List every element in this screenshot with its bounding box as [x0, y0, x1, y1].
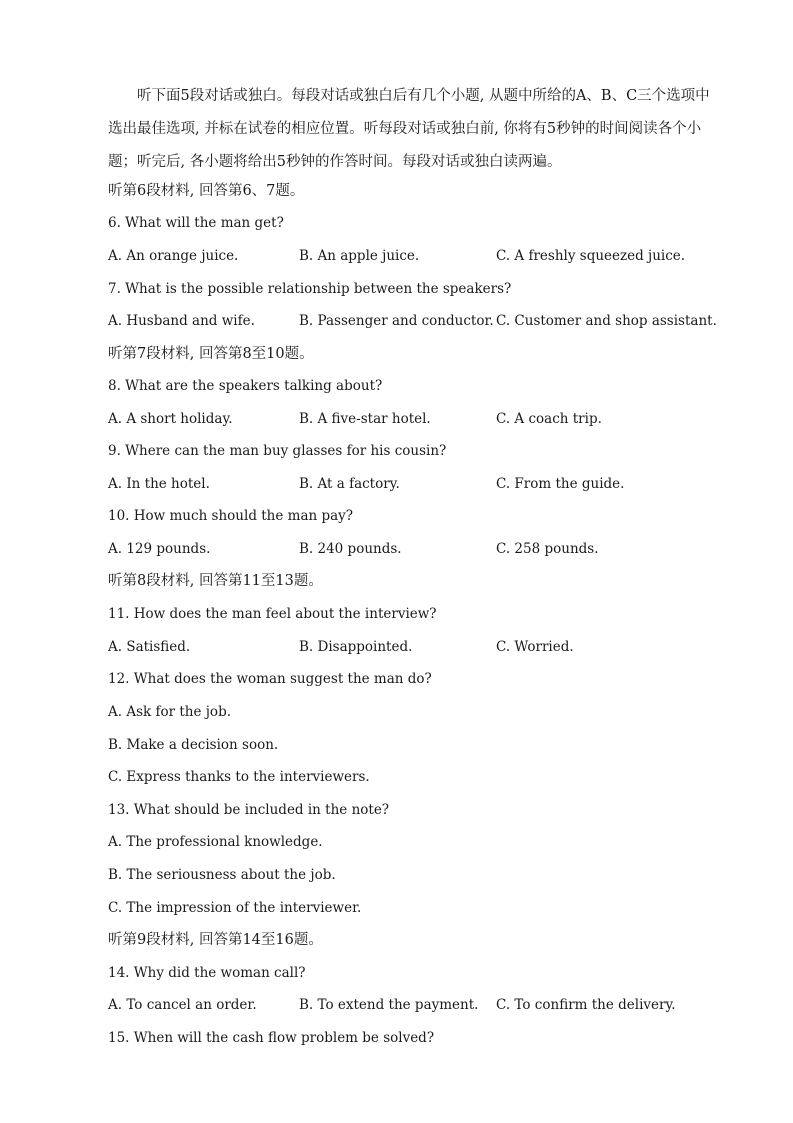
- question-11-option-a[interactable]: A. Satisfied.: [108, 639, 191, 655]
- section-7-heading: 听第7段材料, 回答第8至10题。: [108, 346, 314, 362]
- question-13-option-b[interactable]: B. The seriousness about the job.: [108, 867, 336, 883]
- question-7-option-b[interactable]: B. Passenger and conductor.: [299, 313, 494, 329]
- instructions-text: 听下面5段对话或独白。每段对话或独白后有几个小题, 从题中所给的A、B、C三个选项中选出最佳选项, 并标在试卷的相应位置。听每段对话或独白前, 你将有5秒钟的时间阅读各个小题；听完后, 各小题将给出5秒钟的作答时间。每段对话或独白读两遍。: [108, 88, 710, 170]
- question-12-option-c[interactable]: C. Express thanks to the interviewers.: [108, 769, 370, 785]
- question-10-option-b[interactable]: B. 240 pounds.: [299, 541, 402, 557]
- question-11-option-b[interactable]: B. Disappointed.: [299, 639, 413, 655]
- question-9-option-a[interactable]: A. In the hotel.: [108, 476, 210, 492]
- listening-instructions: [108, 80, 720, 179]
- question-10-option-c[interactable]: C. 258 pounds.: [496, 541, 599, 557]
- question-13-option-c[interactable]: C. The impression of the interviewer.: [108, 900, 362, 916]
- question-13-option-a[interactable]: A. The professional knowledge.: [108, 834, 323, 850]
- question-14-stem: 14. Why did the woman call?: [108, 965, 306, 981]
- question-12-option-a[interactable]: A. Ask for the job.: [108, 704, 231, 720]
- question-9-option-c[interactable]: C. From the guide.: [496, 476, 625, 492]
- question-12-option-b[interactable]: B. Make a decision soon.: [108, 737, 279, 753]
- question-11-stem: 11. How does the man feel about the interview?: [108, 606, 437, 622]
- question-13-stem: 13. What should be included in the note?: [108, 802, 390, 818]
- question-14-option-c[interactable]: C. To confirm the delivery.: [496, 997, 676, 1013]
- question-11-option-c[interactable]: C. Worried.: [496, 639, 574, 655]
- question-6-option-a[interactable]: A. An orange juice.: [108, 248, 239, 264]
- question-7-option-c[interactable]: C. Customer and shop assistant.: [496, 313, 717, 329]
- question-6-option-c[interactable]: C. A freshly squeezed juice.: [496, 248, 686, 264]
- question-10-option-a[interactable]: A. 129 pounds.: [108, 541, 211, 557]
- question-12-stem: 12. What does the woman suggest the man do?: [108, 671, 432, 687]
- question-8-stem: 8. What are the speakers talking about?: [108, 378, 383, 394]
- section-9-heading: 听第9段材料, 回答第14至16题。: [108, 932, 323, 948]
- question-6-stem: 6. What will the man get?: [108, 215, 284, 231]
- question-7-option-a[interactable]: A. Husband and wife.: [108, 313, 255, 329]
- section-6-heading: 听第6段材料, 回答第6、7题。: [108, 183, 305, 199]
- question-15-stem: 15. When will the cash flow problem be solved?: [108, 1030, 435, 1046]
- question-8-option-b[interactable]: B. A five-star hotel.: [299, 411, 431, 427]
- question-8-option-a[interactable]: A. A short holiday.: [108, 411, 233, 427]
- question-14-option-b[interactable]: B. To extend the payment.: [299, 997, 479, 1013]
- question-7-stem: 7. What is the possible relationship between the speakers?: [108, 281, 512, 297]
- question-9-option-b[interactable]: B. At a factory.: [299, 476, 400, 492]
- question-10-stem: 10. How much should the man pay?: [108, 508, 354, 524]
- question-8-option-c[interactable]: C. A coach trip.: [496, 411, 602, 427]
- question-6-option-b[interactable]: B. An apple juice.: [299, 248, 420, 264]
- section-8-heading: 听第8段材料, 回答第11至13题。: [108, 573, 323, 589]
- question-14-option-a[interactable]: A. To cancel an order.: [108, 997, 257, 1013]
- question-9-stem: 9. Where can the man buy glasses for his cousin?: [108, 443, 447, 459]
